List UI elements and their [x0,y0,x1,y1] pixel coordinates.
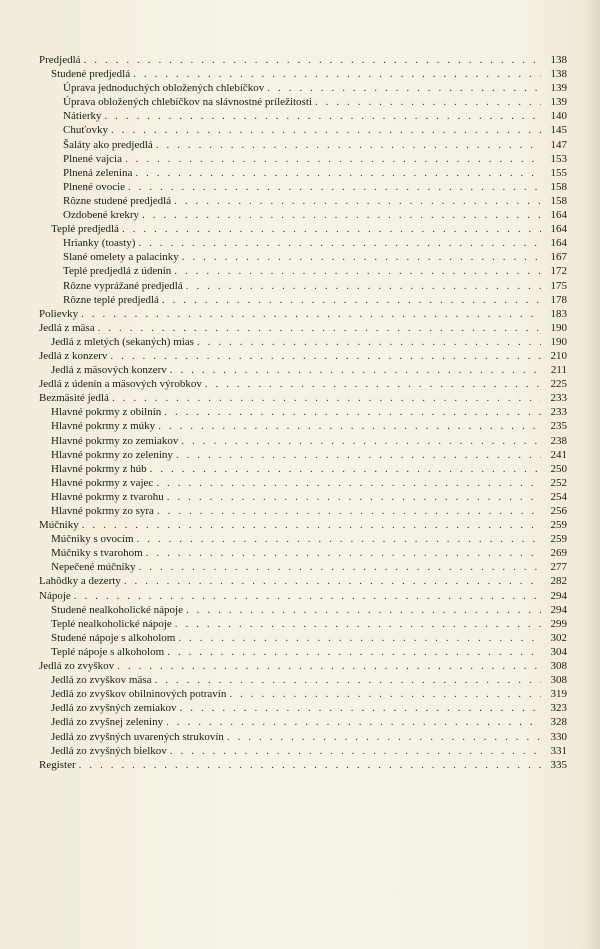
toc-entry-page-number: 330 [550,730,567,743]
dot-leader [156,138,541,152]
toc-entry [39,589,567,603]
toc-entry-title: Predjedlá [39,54,81,66]
toc-entry [39,95,567,109]
toc-entry-title: Jedlá zo zvyškov mäsa [51,674,152,687]
table-of-contents [39,53,567,772]
toc-entry-title: Jedlá zo zvyšných zemiakov [51,702,177,715]
dot-leader [157,504,541,518]
dot-leader [150,462,541,476]
toc-entry [39,532,567,546]
dot-leader [98,321,541,335]
dot-leader [122,222,541,236]
dot-leader [170,363,541,377]
toc-entry [39,264,567,278]
dot-leader [156,476,541,490]
toc-entry-page-number: 138 [550,68,567,81]
dot-leader [155,673,542,687]
dot-leader [164,405,541,419]
toc-entry-title: Jedlá zo zvyšných bielkov [51,744,167,757]
toc-entry [39,603,567,617]
toc-entry-title: Lahôdky a dezerty [39,575,121,588]
toc-entry-title: Hlavné pokrmy zo syra [51,505,154,517]
dot-leader [133,67,541,81]
dot-leader [174,264,541,278]
toc-entry [39,490,567,504]
dot-leader [166,715,541,729]
toc-entry-page-number: 139 [550,96,567,109]
toc-entry-title: Jedlá zo zvyšných uvarených strukovín [51,730,224,743]
toc-entry [39,546,567,560]
toc-entry-page-number: 167 [550,251,567,264]
toc-entry [39,560,567,574]
toc-entry-title: Jedlá z mletých (sekaných) mias [51,335,194,348]
toc-entry-page-number: 241 [550,448,567,461]
toc-entry-page-number: 158 [550,194,567,207]
toc-entry-page-number: 190 [550,321,567,334]
toc-entry-page-number: 323 [550,702,567,715]
toc-entry-page-number: 328 [550,716,567,729]
toc-entry-title: Chuťovky [63,124,109,137]
toc-entry-page-number: 256 [550,505,567,517]
toc-entry-page-number: 308 [550,660,567,673]
toc-entry-title: Teplé nápoje s alkoholom [51,645,165,658]
dot-leader [82,518,541,532]
toc-entry [39,659,567,673]
toc-entry-page-number: 153 [550,152,567,165]
toc-entry-title: Hlavné pokrmy z tvarohu [51,490,164,503]
toc-entry-page-number: 304 [550,645,567,658]
dot-leader [176,448,541,462]
dot-leader [162,293,541,307]
dot-leader [138,236,541,250]
toc-entry [39,701,567,715]
toc-entry [39,109,567,123]
toc-entry [39,81,567,95]
toc-entry [39,307,567,321]
toc-entry-title: Hlavné pokrmy z múky [51,420,156,433]
toc-entry [39,518,567,532]
toc-entry-title: Hlavné pokrmy z obilnín [51,406,162,419]
toc-entry [39,138,567,152]
toc-entry [39,123,567,137]
toc-entry-title: Teplé predjedlá [51,223,119,236]
toc-entry [39,574,567,588]
toc-entry-page-number: 225 [550,378,567,391]
toc-entry [39,504,567,518]
toc-entry-title: Jedlá z údenín a mäsových výrobkov [39,378,202,391]
dot-leader [79,758,541,772]
toc-entry-page-number: 282 [550,575,567,588]
toc-entry-title: Nápoje [39,589,71,602]
toc-entry-page-number: 178 [550,293,567,306]
toc-entry [39,462,567,476]
toc-entry-page-number: 294 [550,589,567,602]
toc-entry-title: Jedlá zo zvyškov [39,660,115,673]
toc-entry-title: Studené nápoje s alkoholom [51,631,176,644]
toc-entry-page-number: 308 [550,674,567,687]
toc-entry [39,279,567,293]
toc-entry-page-number: 235 [550,420,567,433]
toc-entry-page-number: 269 [550,547,567,560]
toc-entry [39,448,567,462]
toc-entry-page-number: 210 [550,349,567,362]
toc-entry [39,335,567,349]
toc-entry-title: Rôzne studené predjedlá [63,194,172,207]
toc-entry-page-number: 172 [550,265,567,278]
toc-entry-title: Bezmäsité jedlá [39,392,109,405]
toc-entry-title: Ozdobené krekry [63,209,140,222]
toc-entry-title: Múčniky s ovocím [51,533,134,546]
dot-leader [142,208,541,222]
dot-leader [112,391,541,405]
toc-entry [39,617,567,631]
dot-leader [124,574,541,588]
dot-leader [139,560,541,574]
toc-entry-title: Nepečené múčniky [51,561,136,574]
toc-entry-page-number: 145 [550,124,567,137]
dot-leader [135,166,541,180]
toc-entry-title: Jedlá z mäsových konzerv [51,364,167,377]
toc-entry-page-number: 250 [550,462,567,475]
toc-entry [39,673,567,687]
toc-entry-title: Studené nealkoholické nápoje [51,603,183,616]
toc-entry-title: Rôzne teplé predjedlá [63,293,159,306]
dot-leader [104,109,541,123]
toc-entry [39,631,567,645]
toc-entry [39,180,567,194]
toc-entry-page-number: 335 [550,758,567,771]
toc-entry-title: Hlavné pokrmy zo zeleniny [51,448,173,461]
toc-entry-page-number: 183 [550,307,567,320]
toc-entry [39,321,567,335]
toc-entry [39,166,567,180]
dot-leader [267,81,541,95]
dot-leader [205,377,541,391]
toc-entry-title: Jedlá z konzerv [39,349,108,362]
toc-entry-title: Múčniky s tvarohom [51,547,143,560]
dot-leader [182,250,541,264]
toc-entry [39,349,567,363]
toc-entry [39,391,567,405]
dot-leader [74,589,541,603]
toc-entry [39,405,567,419]
toc-entry-page-number: 190 [550,335,567,348]
dot-leader [178,631,541,645]
toc-entry-page-number: 139 [550,82,567,95]
toc-entry-page-number: 238 [550,434,567,447]
toc-entry-title: Úprava obložených chlebíčkov na slávnostné príležitosti [63,96,312,109]
toc-entry-title: Plnené ovocie [63,180,126,193]
toc-entry [39,730,567,744]
toc-entry [39,758,567,772]
toc-entry-page-number: 140 [550,110,567,123]
toc-entry-title: Hlavné pokrmy z vajec [51,476,154,489]
dot-leader [174,194,541,208]
toc-entry-page-number: 233 [550,392,567,405]
toc-entry-title: Register [39,758,76,771]
toc-entry-title: Múčniky [39,519,79,532]
toc-entry-page-number: 252 [550,476,567,489]
dot-leader [227,730,541,744]
toc-entry [39,419,567,433]
toc-entry [39,744,567,758]
toc-entry [39,377,567,391]
toc-entry [39,194,567,208]
toc-entry [39,53,567,67]
toc-entry-title: Šaláty ako predjedlá [63,138,153,151]
toc-entry-page-number: 277 [550,561,567,574]
dot-leader [81,307,541,321]
dot-leader [229,687,541,701]
dot-leader [175,617,541,631]
toc-entry-page-number: 175 [550,279,567,292]
toc-entry-page-number: 158 [550,180,567,193]
toc-entry-title: Hlavné pokrmy zo zemiakov [51,434,179,447]
dot-leader [197,335,541,349]
toc-entry-page-number: 294 [550,603,567,616]
dot-leader [125,152,541,166]
toc-entry-page-number: 259 [550,519,567,532]
toc-entry [39,208,567,222]
toc-entry [39,715,567,729]
toc-entry-page-number: 164 [550,209,567,222]
dot-leader [117,659,541,673]
toc-entry [39,434,567,448]
toc-entry-title: Jedlá zo zvyškov obilninových potravín [51,688,227,701]
dot-leader [167,490,541,504]
dot-leader [111,123,541,137]
toc-entry-title: Plnené vajcia [63,152,122,165]
dot-leader [146,546,541,560]
dot-leader [84,53,541,67]
toc-entry-page-number: 155 [550,166,567,179]
toc-entry [39,152,567,166]
toc-entry [39,236,567,250]
toc-entry-page-number: 164 [550,237,567,250]
dot-leader [170,744,541,758]
toc-entry [39,687,567,701]
toc-entry-page-number: 331 [550,744,567,757]
dot-leader [180,701,541,715]
toc-entry-title: Hlavné pokrmy z húb [51,462,147,475]
toc-entry-title: Plnená zelenina [63,166,133,179]
toc-entry [39,363,567,377]
toc-entry-page-number: 233 [550,406,567,419]
toc-entry-page-number: 254 [550,490,567,503]
toc-entry-page-number: 302 [550,631,567,644]
dot-leader [128,180,541,194]
page-edge-shadow [582,0,600,949]
toc-entry-title: Polievky [39,307,79,320]
toc-entry-title: Hrianky (toasty) [63,237,136,250]
toc-entry-title: Rôzne vyprážané predjedlá [63,279,183,292]
toc-entry [39,222,567,236]
toc-entry-title: Slané omelety a palacinky [63,251,179,264]
toc-entry [39,67,567,81]
toc-entry-page-number: 164 [550,223,567,236]
toc-entry-title: Úprava jednoduchých obložených chlebíčkov [63,82,265,95]
dot-leader [186,603,541,617]
toc-entry-page-number: 259 [550,533,567,546]
toc-entry [39,645,567,659]
dot-leader [158,419,541,433]
toc-entry-title: Nátierky [63,110,102,123]
toc-entry-page-number: 319 [550,688,567,701]
dot-leader [167,645,541,659]
toc-entry [39,250,567,264]
toc-entry-title: Teplé predjedlá z údenín [63,265,172,278]
dot-leader [110,349,541,363]
toc-entry-page-number: 147 [550,138,567,151]
toc-entry-page-number: 299 [550,617,567,630]
toc-entry-title: Studené predjedlá [51,68,131,81]
dot-leader [137,532,542,546]
toc-entry [39,476,567,490]
toc-entry [39,293,567,307]
toc-entry-title: Teplé nealkoholické nápoje [51,617,172,630]
toc-entry-title: Jedlá z mäsa [39,321,95,334]
toc-entry-page-number: 211 [550,364,567,377]
dot-leader [181,434,541,448]
toc-entry-page-number: 138 [550,54,567,66]
dot-leader [186,279,541,293]
toc-entry-title: Jedlá zo zvyšnej zeleniny [51,716,164,729]
dot-leader [315,95,541,109]
